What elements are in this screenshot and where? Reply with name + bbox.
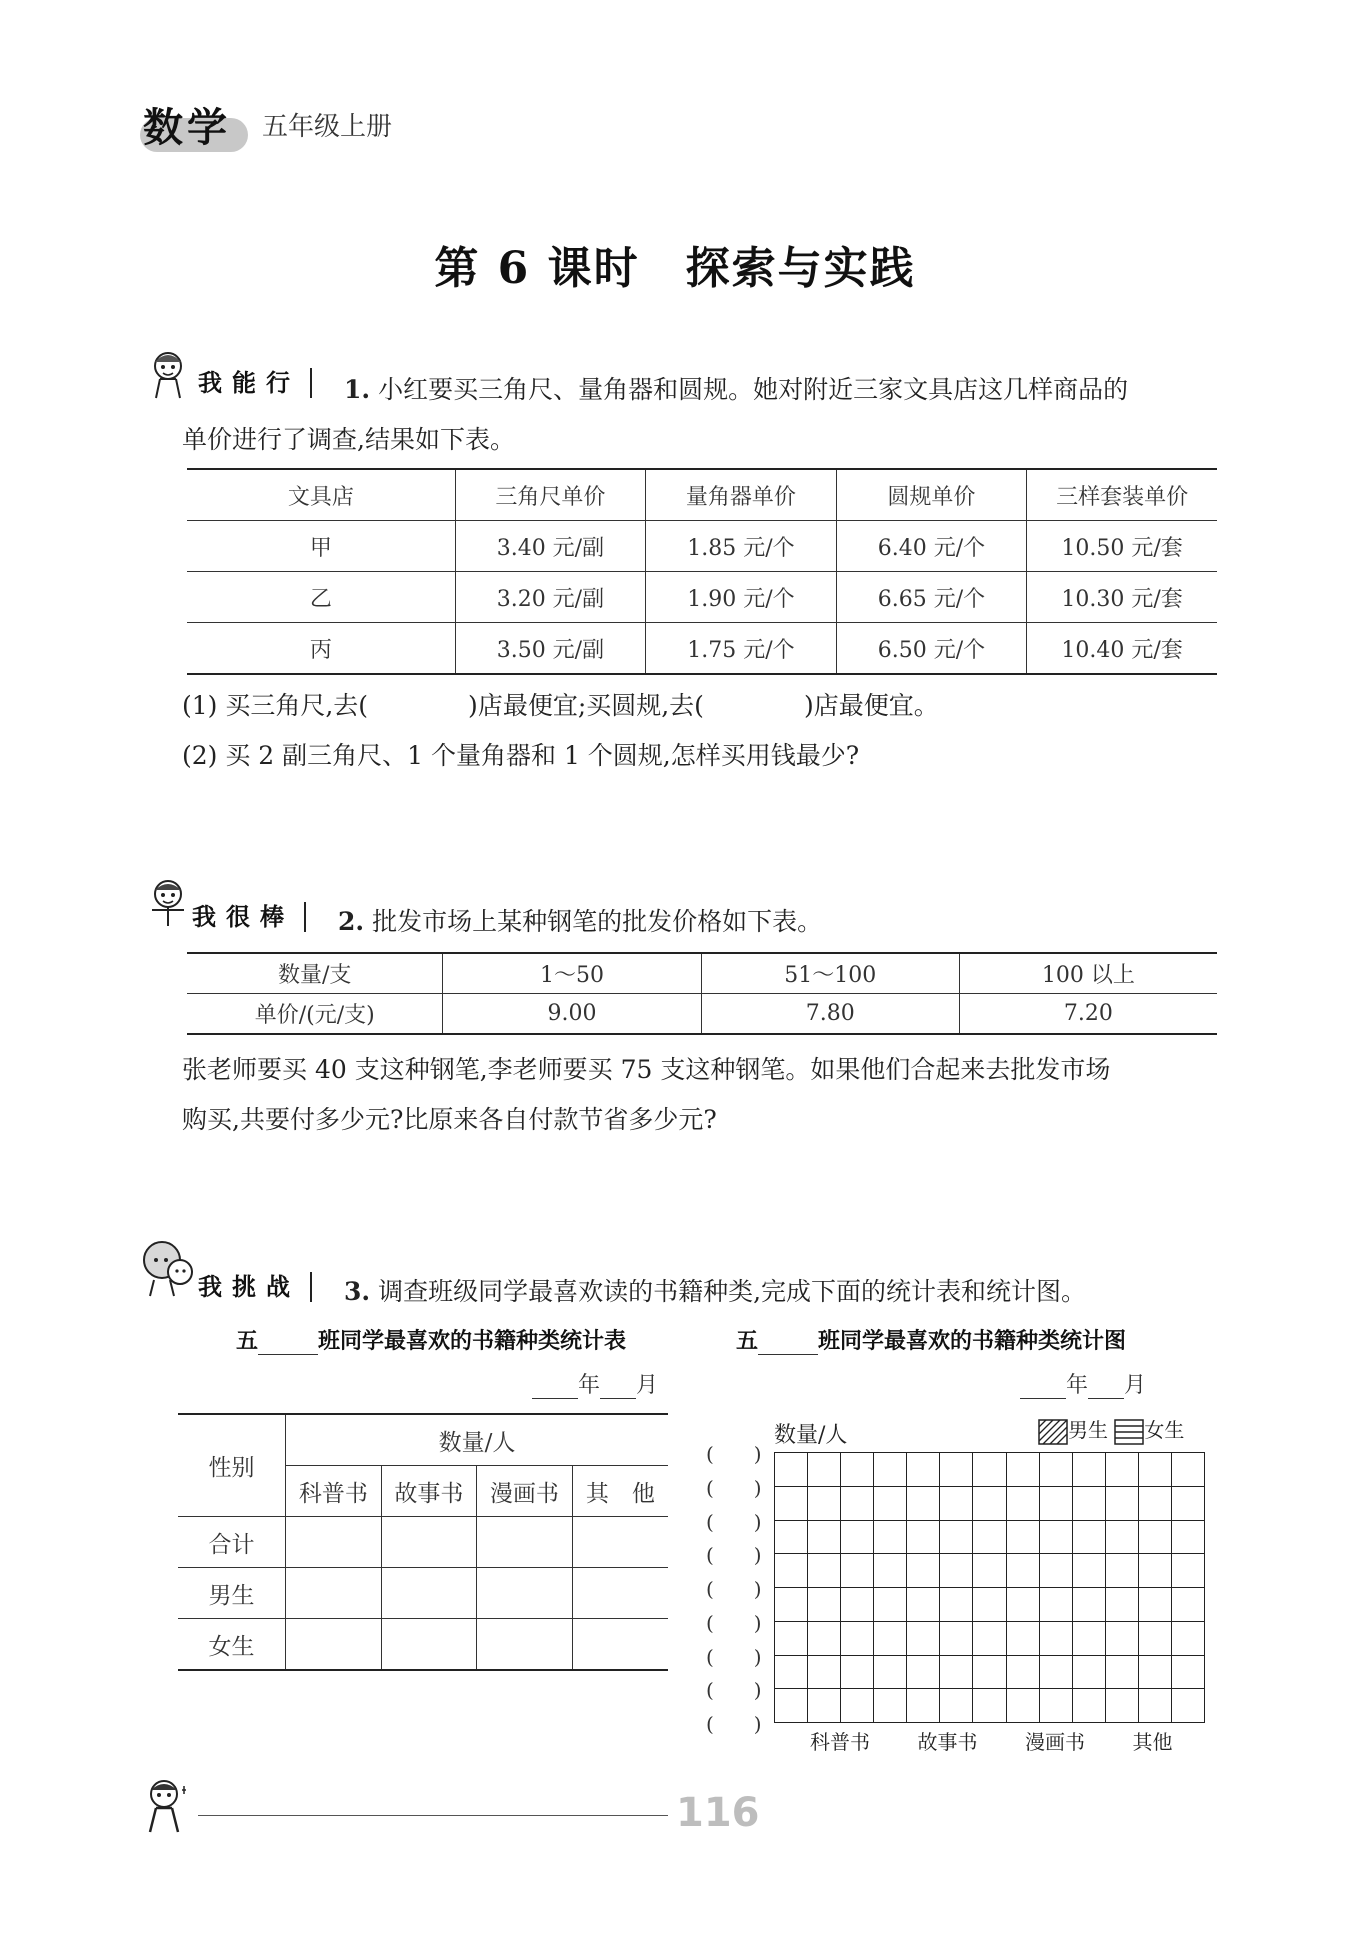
- grid-cell[interactable]: [807, 1520, 841, 1555]
- table-row: [178, 1414, 668, 1466]
- table-header-cell: 三样套装单价: [1027, 469, 1217, 521]
- q1-sub1: (1) 买三角尺,去( )店最便宜;买圆规,去( )店最便宜。: [182, 691, 939, 720]
- grid-cell[interactable]: [972, 1452, 1006, 1487]
- grid-cell[interactable]: [1171, 1520, 1205, 1555]
- answer-cell[interactable]: [572, 1517, 668, 1568]
- chart-ylabel: 数量/人: [774, 1423, 848, 1448]
- grid-cell[interactable]: [1072, 1486, 1106, 1521]
- grid-cell[interactable]: [1171, 1587, 1205, 1622]
- grid-cell[interactable]: [972, 1520, 1006, 1555]
- grid-cell[interactable]: [1072, 1688, 1106, 1723]
- grid-cell[interactable]: [1171, 1486, 1205, 1521]
- table-cell: 7.80: [701, 994, 959, 1035]
- y-tick-blank[interactable]: ( ): [706, 1442, 762, 1466]
- q3-badge: 我挑战: [198, 1272, 312, 1302]
- q1-text-line2: 单价进行了调查,结果如下表。: [182, 425, 515, 454]
- table-cell: 100 以上: [959, 953, 1217, 994]
- table-header-cell: 量角器单价: [646, 469, 837, 521]
- grid-cell[interactable]: [1072, 1452, 1106, 1487]
- grid-cell[interactable]: [1138, 1688, 1172, 1723]
- fill-blank[interactable]: [532, 1376, 578, 1399]
- table-row: [187, 572, 1217, 623]
- grid-cell[interactable]: [1006, 1655, 1040, 1690]
- table-cell: 甲: [187, 521, 455, 572]
- answer-cell[interactable]: [477, 1619, 573, 1671]
- answer-cell[interactable]: [572, 1619, 668, 1671]
- grid-cell[interactable]: [1039, 1452, 1073, 1487]
- grid-cell[interactable]: [906, 1520, 940, 1555]
- table-cell: 1.85 元/个: [646, 521, 837, 572]
- table-cell: 3.20 元/副: [455, 572, 646, 623]
- table-row: [187, 623, 1217, 675]
- grid-cell[interactable]: [1105, 1621, 1139, 1656]
- fill-blank[interactable]: [758, 1332, 818, 1355]
- grid-cell[interactable]: [1171, 1553, 1205, 1588]
- cartoon-kid-icon: [142, 1776, 194, 1836]
- grid-cell[interactable]: [774, 1655, 808, 1690]
- grid-cell[interactable]: [840, 1688, 874, 1723]
- grid-cell[interactable]: [774, 1688, 808, 1723]
- grid-cell[interactable]: [972, 1553, 1006, 1588]
- column-header-cell: 科普书: [286, 1466, 382, 1517]
- grid-cell[interactable]: [774, 1587, 808, 1622]
- y-tick-blank[interactable]: ( ): [706, 1577, 762, 1601]
- grid-cell[interactable]: [1171, 1688, 1205, 1723]
- grid-cell[interactable]: [1039, 1621, 1073, 1656]
- grid-cell[interactable]: [840, 1486, 874, 1521]
- grid-cell[interactable]: [873, 1587, 907, 1622]
- striped-legend-icon: [1114, 1419, 1144, 1445]
- q3-chart-date: 年 月: [1020, 1368, 1146, 1399]
- grid-cell[interactable]: [1105, 1520, 1139, 1555]
- q3-stat-table: [178, 1413, 668, 1671]
- q2-body-line1: 张老师要买 40 支这种钢笔,李老师要买 75 支这种钢笔。如果他们合起来去批发市场: [182, 1055, 1111, 1084]
- q2-price-table: [187, 952, 1217, 1035]
- grid-cell[interactable]: [873, 1688, 907, 1723]
- grid-cell[interactable]: [906, 1452, 940, 1487]
- grid-cell[interactable]: [1138, 1621, 1172, 1656]
- chart-legend: 男生 女生: [1038, 1414, 1184, 1445]
- grid-cell[interactable]: [1006, 1587, 1040, 1622]
- grid-cell[interactable]: [1105, 1553, 1139, 1588]
- group-header-cell: 数量/人: [286, 1414, 668, 1466]
- answer-cell[interactable]: [477, 1517, 573, 1568]
- table-cell: 3.50 元/副: [455, 623, 646, 675]
- q1-sub2: (2) 买 2 副三角尺、1 个量角器和 1 个圆规,怎样买用钱最少?: [182, 741, 860, 770]
- q3-number: 3.: [344, 1277, 371, 1306]
- grid-cell[interactable]: [840, 1452, 874, 1487]
- grid-cell[interactable]: [1171, 1452, 1205, 1487]
- grid-cell[interactable]: [1006, 1621, 1040, 1656]
- grid-cell[interactable]: [807, 1688, 841, 1723]
- q1-text-line1: 1. 小红要买三角尺、量角器和圆规。她对附近三家文具店这几样商品的: [344, 375, 1129, 404]
- grid-cell[interactable]: [807, 1587, 841, 1622]
- grid-cell[interactable]: [774, 1553, 808, 1588]
- q2-text: 2. 批发市场上某种钢笔的批发价格如下表。: [338, 907, 823, 936]
- row-label: 合计: [178, 1517, 286, 1568]
- grid-cell[interactable]: [840, 1655, 874, 1690]
- grid-cell[interactable]: [1105, 1655, 1139, 1690]
- grid-cell[interactable]: [1039, 1553, 1073, 1588]
- q1-price-table: [187, 468, 1217, 675]
- answer-cell[interactable]: [381, 1568, 477, 1619]
- grid-cell[interactable]: [873, 1553, 907, 1588]
- chart-grid[interactable]: [774, 1452, 1204, 1722]
- fill-blank[interactable]: [1020, 1376, 1066, 1399]
- grid-cell[interactable]: [1171, 1655, 1205, 1690]
- grid-cell[interactable]: [1138, 1520, 1172, 1555]
- grid-cell[interactable]: [807, 1621, 841, 1656]
- y-axis-blanks: [706, 1440, 770, 1740]
- column-header-cell: 故事书: [381, 1466, 477, 1517]
- table-cell: 6.65 元/个: [836, 572, 1027, 623]
- grid-cell[interactable]: [906, 1621, 940, 1656]
- column-header-cell: 漫画书: [477, 1466, 573, 1517]
- y-tick-blank[interactable]: ( ): [706, 1509, 762, 1534]
- column-header-cell: 其 他: [572, 1466, 668, 1517]
- row-label: 男生: [178, 1568, 286, 1619]
- grade-label: 五年级上册: [262, 112, 393, 142]
- table-row: [178, 1619, 668, 1671]
- y-tick-blank[interactable]: ( ): [706, 1712, 762, 1736]
- q1-number: 1.: [344, 375, 371, 404]
- grid-cell[interactable]: [906, 1587, 940, 1622]
- table-cell: 6.50 元/个: [836, 623, 1027, 675]
- table-cell: 6.40 元/个: [836, 521, 1027, 572]
- grid-cell[interactable]: [1138, 1553, 1172, 1588]
- grid-cell[interactable]: [939, 1553, 973, 1588]
- grid-cell[interactable]: [1039, 1587, 1073, 1622]
- fill-blank[interactable]: [600, 1376, 636, 1399]
- grid-cell[interactable]: [1006, 1486, 1040, 1521]
- table-header-row: [187, 469, 1217, 521]
- grid-cell[interactable]: [840, 1587, 874, 1622]
- grid-cell[interactable]: [873, 1520, 907, 1555]
- grid-cell[interactable]: [1105, 1587, 1139, 1622]
- cartoon-kid-icon: [146, 348, 190, 404]
- q2-number: 2.: [338, 907, 365, 936]
- grid-cell[interactable]: [1006, 1520, 1040, 1555]
- answer-cell[interactable]: [381, 1619, 477, 1671]
- q2-badge: 我很棒: [192, 902, 306, 932]
- grid-cell[interactable]: [774, 1452, 808, 1487]
- grid-cell[interactable]: [906, 1655, 940, 1690]
- grid-cell[interactable]: [1171, 1621, 1205, 1656]
- table-header-cell: 圆规单价: [836, 469, 1027, 521]
- grid-cell[interactable]: [1105, 1486, 1139, 1521]
- y-tick-blank[interactable]: ( ): [706, 1610, 762, 1635]
- grid-cell[interactable]: [972, 1655, 1006, 1690]
- grid-cell[interactable]: [939, 1452, 973, 1487]
- table-cell: 10.30 元/套: [1027, 572, 1217, 623]
- grid-cell[interactable]: [840, 1621, 874, 1656]
- table-cell: 单价/(元/支): [187, 994, 443, 1035]
- grid-cell[interactable]: [972, 1587, 1006, 1622]
- q3-text: 3. 调查班级同学最喜欢读的书籍种类,完成下面的统计表和统计图。: [344, 1277, 1087, 1306]
- grid-cell[interactable]: [906, 1553, 940, 1588]
- table-cell: 10.50 元/套: [1027, 521, 1217, 572]
- fill-blank[interactable]: [1088, 1376, 1124, 1399]
- table-row: [187, 953, 1217, 994]
- grid-cell[interactable]: [873, 1621, 907, 1656]
- x-tick-label: 科普书: [810, 1730, 870, 1754]
- x-tick-label: 其他: [1132, 1730, 1173, 1754]
- grid-cell[interactable]: [972, 1486, 1006, 1521]
- grid-cell[interactable]: [906, 1486, 940, 1521]
- cartoon-kids-icon: [140, 1238, 198, 1298]
- q3-table-caption: 五 班同学最喜欢的书籍种类统计表: [236, 1329, 627, 1354]
- grid-cell[interactable]: [939, 1621, 973, 1656]
- x-tick-label: 漫画书: [1025, 1730, 1085, 1754]
- grid-cell[interactable]: [873, 1452, 907, 1487]
- grid-cell[interactable]: [1006, 1688, 1040, 1723]
- grid-cell[interactable]: [1138, 1587, 1172, 1622]
- grid-cell[interactable]: [807, 1486, 841, 1521]
- table-row: [178, 1568, 668, 1619]
- fill-blank[interactable]: [258, 1332, 318, 1355]
- x-tick-label: 故事书: [917, 1730, 978, 1754]
- grid-cell[interactable]: [906, 1688, 940, 1723]
- grid-cell[interactable]: [1072, 1587, 1106, 1622]
- table-cell: 乙: [187, 572, 455, 623]
- table-header-cell: 三角尺单价: [455, 469, 646, 521]
- grid-cell[interactable]: [1006, 1553, 1040, 1588]
- grid-cell[interactable]: [1039, 1688, 1073, 1723]
- table-cell: 数量/支: [278, 963, 352, 988]
- table-cell: 1.90 元/个: [646, 572, 837, 623]
- answer-cell[interactable]: [286, 1568, 382, 1619]
- grid-cell[interactable]: [1105, 1452, 1139, 1487]
- grid-cell[interactable]: [972, 1621, 1006, 1656]
- grid-cell[interactable]: [873, 1486, 907, 1521]
- q1-badge: 我能行: [198, 368, 312, 398]
- grid-cell[interactable]: [1039, 1655, 1073, 1690]
- page-number: 116: [676, 1790, 760, 1836]
- grid-cell[interactable]: [1072, 1655, 1106, 1690]
- table-cell: 7.20: [959, 994, 1217, 1035]
- lesson-title: 第 6 课时 探索与实践: [434, 243, 916, 294]
- answer-cell[interactable]: [477, 1568, 573, 1619]
- answer-cell[interactable]: [286, 1619, 382, 1671]
- grid-cell[interactable]: [840, 1520, 874, 1555]
- grid-cell[interactable]: [1138, 1486, 1172, 1521]
- grid-cell[interactable]: [1072, 1520, 1106, 1555]
- grid-cell[interactable]: [1039, 1486, 1073, 1521]
- q2-body-line2: 购买,共要付多少元?比原来各自付款节省多少元?: [182, 1105, 717, 1134]
- table-header-cell: 文具店: [287, 484, 354, 510]
- table-cell: 丙: [187, 623, 455, 675]
- cartoon-kid-icon: [146, 876, 190, 932]
- grid-cell[interactable]: [939, 1655, 973, 1690]
- y-tick-blank[interactable]: ( ): [706, 1678, 762, 1703]
- footer-rule: [198, 1815, 668, 1816]
- grid-cell[interactable]: [939, 1688, 973, 1723]
- grid-cell[interactable]: [939, 1587, 973, 1622]
- grid-cell[interactable]: [1138, 1452, 1172, 1487]
- grid-cell[interactable]: [972, 1688, 1006, 1723]
- hatched-legend-icon: [1038, 1419, 1068, 1445]
- table-row: [178, 1517, 668, 1568]
- row-label: 女生: [178, 1619, 286, 1671]
- subject-label: 数学: [143, 105, 231, 151]
- grid-cell[interactable]: [774, 1520, 808, 1555]
- grid-cell[interactable]: [1072, 1621, 1106, 1656]
- grid-cell[interactable]: [873, 1655, 907, 1690]
- grid-cell[interactable]: [807, 1553, 841, 1588]
- table-cell: 1～50: [443, 953, 701, 994]
- table-cell: 10.40 元/套: [1027, 623, 1217, 675]
- answer-cell[interactable]: [572, 1568, 668, 1619]
- table-row: [187, 994, 1217, 1035]
- grid-cell[interactable]: [1006, 1452, 1040, 1487]
- q3-chart-caption: 五 班同学最喜欢的书籍种类统计图: [736, 1329, 1127, 1354]
- table-cell: 9.00: [443, 994, 701, 1035]
- grid-cell[interactable]: [840, 1553, 874, 1588]
- table-cell: 1.75 元/个: [646, 623, 837, 675]
- grid-cell[interactable]: [1105, 1688, 1139, 1723]
- y-tick-blank[interactable]: ( ): [706, 1644, 762, 1669]
- grid-cell[interactable]: [1072, 1553, 1106, 1588]
- table-row: [187, 521, 1217, 572]
- grid-cell[interactable]: [774, 1621, 808, 1656]
- grid-cell[interactable]: [807, 1655, 841, 1690]
- grid-cell[interactable]: [939, 1520, 973, 1555]
- grid-cell[interactable]: [939, 1486, 973, 1521]
- y-tick-blank[interactable]: ( ): [706, 1543, 762, 1568]
- x-axis-categories: [774, 1726, 1204, 1756]
- grid-cell[interactable]: [1138, 1655, 1172, 1690]
- q3-table-date: 年 月: [532, 1368, 658, 1399]
- y-tick-blank[interactable]: ( ): [706, 1475, 762, 1500]
- grid-cell[interactable]: [774, 1486, 808, 1521]
- answer-cell[interactable]: [381, 1517, 477, 1568]
- grid-cell[interactable]: [1039, 1520, 1073, 1555]
- table-cell: 3.40 元/副: [455, 521, 646, 572]
- table-cell: 51～100: [701, 953, 959, 994]
- answer-cell[interactable]: [286, 1517, 382, 1568]
- grid-cell[interactable]: [807, 1452, 841, 1487]
- row-header-cell: 性别: [208, 1455, 255, 1481]
